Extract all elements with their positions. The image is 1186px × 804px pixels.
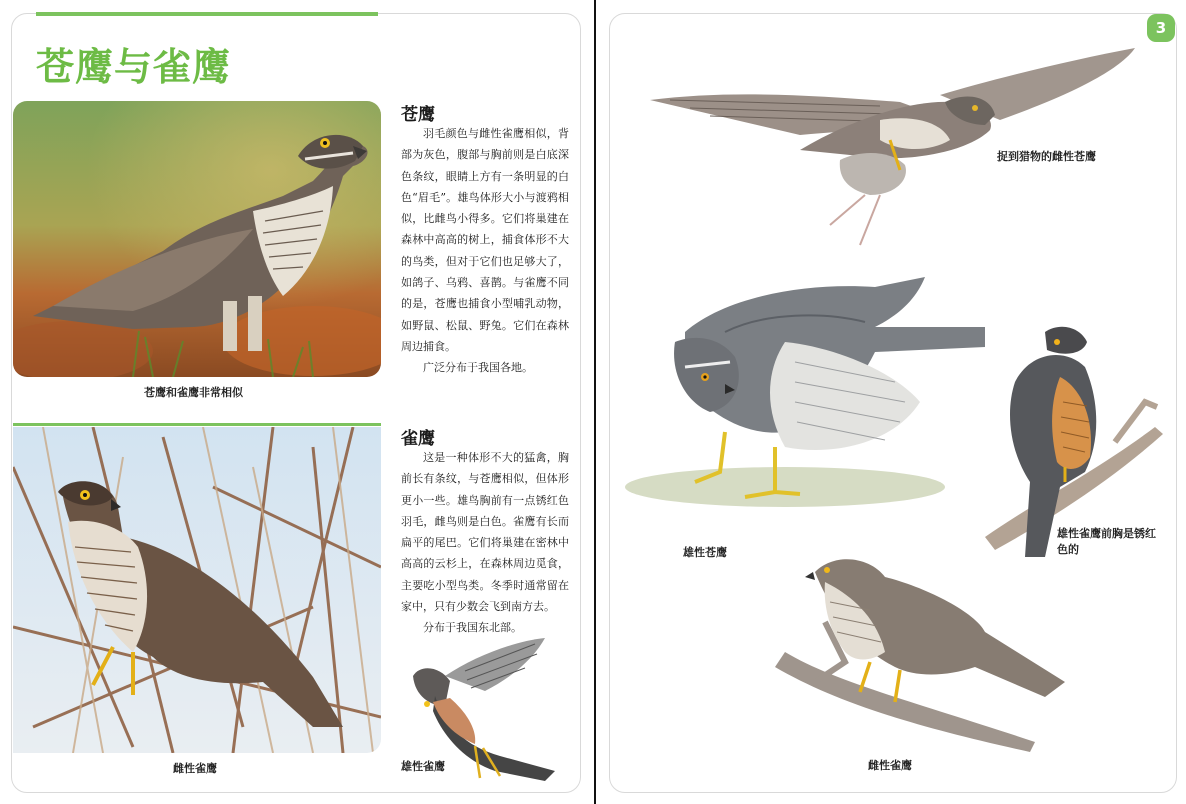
female-sparrowhawk-illustration [775, 552, 1065, 752]
male-sparrowhawk-small-caption: 雄性雀鹰 [401, 760, 445, 773]
page-title: 苍鹰与雀鹰 [36, 45, 232, 89]
female-sparrowhawk-illustration-caption: 雌性雀鹰 [868, 759, 912, 772]
top-accent-rule [36, 12, 378, 16]
page-number-badge: 3 [1147, 14, 1175, 42]
female-sparrowhawk-photo [13, 427, 381, 753]
female-sparrowhawk-caption: 雌性雀鹰 [173, 762, 217, 775]
male-goshawk-illustration [625, 272, 985, 522]
section-divider [13, 423, 381, 426]
goshawk-heading: 苍鹰 [401, 105, 435, 125]
goshawk-distribution: 广泛分布于我国各地。 [423, 361, 533, 375]
goshawk-photo [13, 101, 381, 377]
goshawk-paragraph: 羽毛颜色与雌性雀鹰相似，背部为灰色，腹部与胸前则是白底深色条纹，眼睛上方有一条明显的白色“眉毛”。雄鸟体形大小与渡鸦相似，比雌鸟小得多。它们将巢建在森林中高高的树上，捕食体形不大的鸟类，但对于它们也足够大了，如鸽子、乌鸦、喜鹊。与雀鹰不同的是，苍鹰也捕食小型哺乳动物，如野鼠、松鼠、野兔。它们在森林周边捕食。 [401, 127, 569, 353]
goshawk-photo-caption: 苍鹰和雀鹰非常相似 [144, 386, 243, 399]
sparrowhawk-paragraph: 这是一种体形不大的猛禽，胸前长有条纹，与苍鹰相似，但体形更小一些。雄鸟胸前有一点锈红色羽毛，雌鸟则是白色。雀鹰有长而扁平的尾巴。它们将巢建在密林中高高的云杉上，在森林周边觅食，主要吃小型鸟类。冬季时通常留在家中，只有少数会飞到南方去。 [401, 451, 569, 614]
male-goshawk-caption: 雄性苍鹰 [683, 546, 727, 559]
sparrowhawk-heading: 雀鹰 [401, 429, 435, 449]
flying-goshawk-illustration [650, 40, 1135, 250]
flying-goshawk-caption: 捉到猎物的雌性苍鹰 [997, 150, 1096, 163]
sparrowhawk-distribution: 分布于我国东北部。 [423, 621, 522, 635]
sparrowhawk-description [401, 447, 569, 639]
goshawk-description [401, 123, 569, 379]
book-spine [594, 0, 596, 804]
male-sparrowhawk-caption: 雄性雀鹰前胸是锈红色的 [1057, 527, 1156, 556]
